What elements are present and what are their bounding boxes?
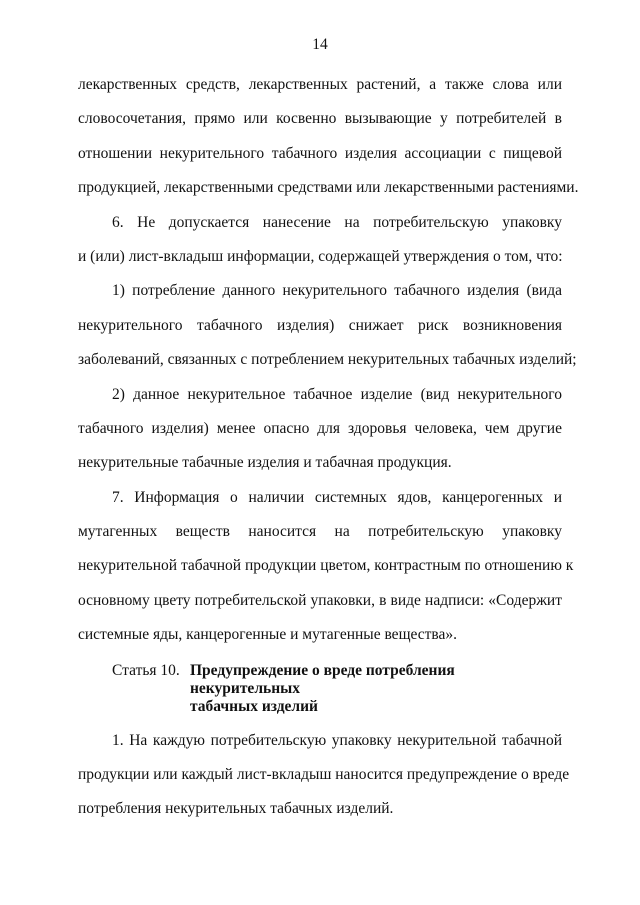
text-line: 7. Информация о наличии системных ядов, канцерогенных и <box>112 488 562 506</box>
article-title <box>190 662 562 716</box>
text-line: основному цвету потребительской упаковки, в виде надписи: «Содержит <box>78 591 562 609</box>
text-line: лекарственных средств, лекарственных растений, а также слова или <box>78 76 562 93</box>
text-line: продукции или каждый лист-вкладыш наносится предупреждение о вреде <box>78 766 570 784</box>
text-line: заболеваний, связанных с потреблением некурительных табачных изделий; <box>78 351 577 369</box>
page-number: 14 <box>312 36 328 53</box>
text-line: словосочетания, прямо или косвенно вызывающие у потребителей в <box>78 110 562 128</box>
paragraph <box>78 481 574 653</box>
text-line: табачного изделия) менее опасно для здоровья человека, чем другие <box>78 419 562 437</box>
text-line: некурительного табачного изделия) снижает риск возникновения <box>78 316 562 334</box>
text-line: системные яды, канцерогенные и мутагенные вещества». <box>78 626 458 644</box>
paragraph <box>78 68 579 206</box>
text-line: потребления некурительных табачных изделий. <box>78 800 394 818</box>
text-line: 6. Не допускается нанесение на потребительскую упаковку <box>112 213 562 231</box>
paragraph <box>78 724 570 827</box>
paragraphs-after <box>78 724 570 827</box>
text-line: мутагенных веществ наносится на потребительскую упаковку <box>78 523 562 541</box>
paragraph <box>78 206 562 275</box>
text-line: продукцией, лекарственными средствами или лекарственными растениями. <box>78 179 579 197</box>
paragraphs-before <box>78 68 579 653</box>
text-line: некурительные табачные изделия и табачная продукция. <box>78 454 452 472</box>
text-line: 2) данное некурительное табачное изделие (вид некурительного <box>112 385 562 403</box>
article-title-line: табачных изделий <box>190 697 318 715</box>
paragraph <box>78 378 562 481</box>
text-line: и (или) лист-вкладыш информации, содержащей утверждения о том, что: <box>78 247 563 265</box>
text-line: отношении некурительного табачного изделия ассоциации с пищевой <box>78 144 562 162</box>
article-title-line: Предупреждение о вреде потребления некурительных <box>190 661 455 697</box>
text-line: 1) потребление данного некурительного табачного изделия (вида <box>112 282 562 300</box>
article-heading <box>78 662 562 716</box>
text-line: 1. На каждую потребительскую упаковку некурительной табачной <box>112 731 562 749</box>
text-line: некурительной табачной продукции цветом, контрастным по отношению к <box>78 557 574 575</box>
article-label: Статья 10. <box>112 661 180 679</box>
document-body <box>78 68 579 827</box>
paragraph <box>78 274 577 377</box>
